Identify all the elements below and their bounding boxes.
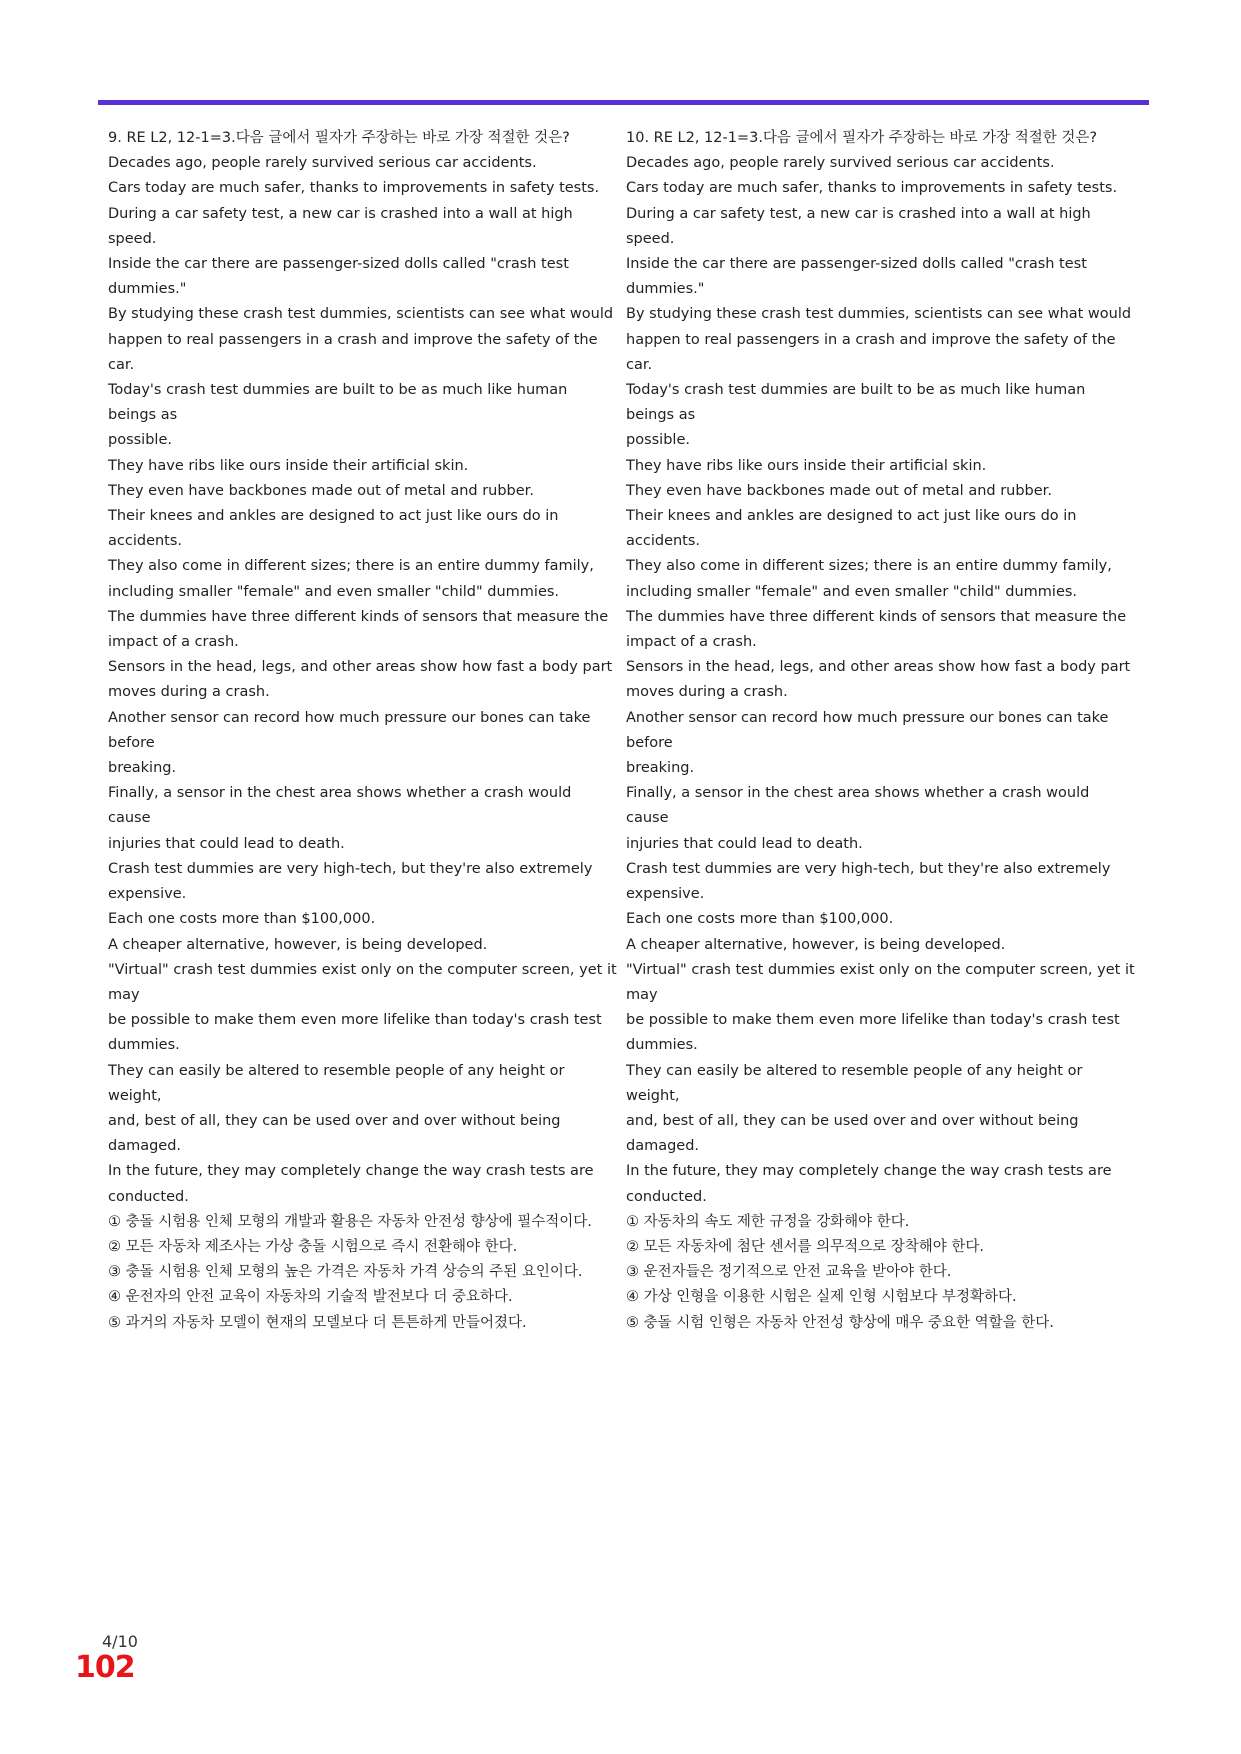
passage-line: including smaller "female" and even smaller "child" dummies. [626, 583, 1078, 600]
answer-option-3[interactable]: ③ 충돌 시험용 인체 모형의 높은 가격은 자동차 가격 상승의 주된 요인이다. [108, 1264, 583, 1281]
passage-line: Inside the car there are passenger-sized dolls called "crash test dummies." [108, 256, 569, 298]
answer-option-3[interactable]: ③ 운전자들은 정기적으로 안전 교육을 받아야 한다. [626, 1264, 952, 1281]
passage-line: A cheaper alternative, however, is being developed. [108, 936, 488, 953]
passage-line: Decades ago, people rarely survived serious car accidents. [626, 155, 1055, 172]
passage-line: Their knees and ankles are designed to act just like ours do in accidents. [626, 508, 1077, 550]
answer-option-2[interactable]: ② 모든 자동차에 첨단 센서를 의무적으로 장착해야 한다. [626, 1238, 985, 1255]
passage-line: In the future, they may completely change the way crash tests are [108, 1163, 594, 1180]
question-10 [626, 126, 1136, 1336]
passage-line: During a car safety test, a new car is crashed into a wall at high speed. [626, 205, 1091, 247]
passage-line: and, best of all, they can be used over and over without being damaged. [626, 1112, 1079, 1155]
passage-line: Another sensor can record how much pressure our bones can take before [626, 709, 1109, 751]
passage-line: A cheaper alternative, however, is being developed. [626, 936, 1006, 953]
passage-line: They can easily be altered to resemble people of any height or weight, [108, 1062, 565, 1104]
passage-line: expensive. [108, 886, 187, 903]
passage-line: Sensors in the head, legs, and other areas show how fast a body part [626, 659, 1131, 676]
passage-line: including smaller "female" and even smaller "child" dummies. [108, 583, 560, 600]
question-header: 10. RE L2, 12-1=3.다음 글에서 필자가 주장하는 바로 가장 적절한 것은? [626, 130, 1098, 146]
passage-line: They even have backbones made out of metal and rubber. [108, 482, 534, 499]
answer-option-4[interactable]: ④ 가상 인형을 이용한 시험은 실제 인형 시험보다 부정확하다. [626, 1289, 1017, 1306]
passage-line: Each one costs more than $100,000. [626, 911, 894, 928]
passage-line: In the future, they may completely change the way crash tests are [626, 1163, 1112, 1180]
passage-line: Another sensor can record how much pressure our bones can take before [108, 709, 591, 751]
passage-line: Each one costs more than $100,000. [108, 911, 376, 928]
passage-line: They can easily be altered to resemble people of any height or weight, [626, 1062, 1083, 1104]
passage-line: impact of a crash. [626, 634, 757, 651]
passage-line: They have ribs like ours inside their artificial skin. [626, 457, 987, 474]
passage-line: dummies. [108, 1037, 180, 1054]
passage-line: conducted. [108, 1188, 189, 1205]
passage-line: Finally, a sensor in the chest area shows whether a crash would cause [626, 785, 1090, 827]
answer-option-5[interactable]: ⑤ 과거의 자동차 모델이 현재의 모델보다 더 튼튼하게 만들어졌다. [108, 1314, 527, 1331]
page-count: 4/10 [102, 1632, 138, 1651]
passage-line: The dummies have three different kinds of sensors that measure the [626, 608, 1127, 625]
question-9 [108, 126, 618, 1336]
passage-line: Cars today are much safer, thanks to improvements in safety tests. [626, 180, 1118, 197]
passage-line: They even have backbones made out of metal and rubber. [626, 482, 1052, 499]
answer-options [108, 1210, 618, 1336]
top-divider-rule [98, 100, 1149, 105]
answer-options [626, 1210, 1136, 1336]
page-number: 102 [75, 1650, 135, 1685]
passage-line: Inside the car there are passenger-sized dolls called "crash test dummies." [626, 256, 1087, 298]
passage-line: moves during a crash. [626, 684, 788, 701]
passage-line: conducted. [626, 1188, 707, 1205]
passage [108, 151, 618, 1210]
answer-option-1[interactable]: ① 충돌 시험용 인체 모형의 개발과 활용은 자동차 안전성 향상에 필수적이다. [108, 1213, 592, 1230]
passage-line: "Virtual" crash test dummies exist only on the computer screen, yet it may [626, 961, 1135, 1003]
passage-line: be possible to make them even more lifelike than today's crash test [626, 1012, 1120, 1029]
passage-line: Cars today are much safer, thanks to improvements in safety tests. [108, 180, 600, 197]
passage-line: possible. [108, 432, 172, 449]
passage-line: be possible to make them even more lifelike than today's crash test [108, 1012, 602, 1029]
passage-line: moves during a crash. [108, 684, 270, 701]
passage-line: dummies. [626, 1037, 698, 1054]
answer-option-5[interactable]: ⑤ 충돌 시험 인형은 자동차 안전성 향상에 매우 중요한 역할을 한다. [626, 1314, 1054, 1331]
passage-line: possible. [626, 432, 690, 449]
passage-line: breaking. [108, 760, 177, 777]
passage-line: Decades ago, people rarely survived serious car accidents. [108, 155, 537, 172]
passage-line: Finally, a sensor in the chest area shows whether a crash would cause [108, 785, 572, 827]
passage-line: Crash test dummies are very high-tech, but they're also extremely [626, 860, 1111, 877]
passage-line: Their knees and ankles are designed to act just like ours do in accidents. [108, 508, 559, 550]
passage-line: They have ribs like ours inside their artificial skin. [108, 457, 469, 474]
passage-line: Crash test dummies are very high-tech, but they're also extremely [108, 860, 593, 877]
passage-line: By studying these crash test dummies, scientists can see what would [626, 306, 1132, 323]
passage-line: The dummies have three different kinds of sensors that measure the [108, 608, 609, 625]
passage-line: expensive. [626, 886, 705, 903]
passage-line: injuries that could lead to death. [626, 835, 863, 852]
passage-line: impact of a crash. [108, 634, 239, 651]
answer-option-2[interactable]: ② 모든 자동차 제조사는 가상 충돌 시험으로 즉시 전환해야 한다. [108, 1238, 518, 1255]
passage-line: By studying these crash test dummies, scientists can see what would [108, 306, 614, 323]
passage-line: Today's crash test dummies are built to be as much like human beings as [108, 382, 568, 424]
passage-line: They also come in different sizes; there is an entire dummy family, [108, 558, 594, 575]
passage-line: breaking. [626, 760, 695, 777]
passage-line: and, best of all, they can be used over and over without being damaged. [108, 1112, 561, 1155]
passage-line: happen to real passengers in a crash and improve the safety of the car. [108, 331, 598, 373]
passage [626, 151, 1136, 1210]
passage-line: injuries that could lead to death. [108, 835, 345, 852]
question-header: 9. RE L2, 12-1=3.다음 글에서 필자가 주장하는 바로 가장 적절한 것은? [108, 130, 570, 146]
passage-line: They also come in different sizes; there is an entire dummy family, [626, 558, 1112, 575]
passage-line: "Virtual" crash test dummies exist only on the computer screen, yet it may [108, 961, 617, 1003]
answer-option-4[interactable]: ④ 운전자의 안전 교육이 자동차의 기술적 발전보다 더 중요하다. [108, 1289, 513, 1306]
passage-line: happen to real passengers in a crash and improve the safety of the car. [626, 331, 1116, 373]
passage-line: During a car safety test, a new car is crashed into a wall at high speed. [108, 205, 573, 247]
answer-option-1[interactable]: ① 자동차의 속도 제한 규정을 강화해야 한다. [626, 1213, 910, 1230]
passage-line: Sensors in the head, legs, and other areas show how fast a body part [108, 659, 613, 676]
passage-line: Today's crash test dummies are built to be as much like human beings as [626, 382, 1086, 424]
